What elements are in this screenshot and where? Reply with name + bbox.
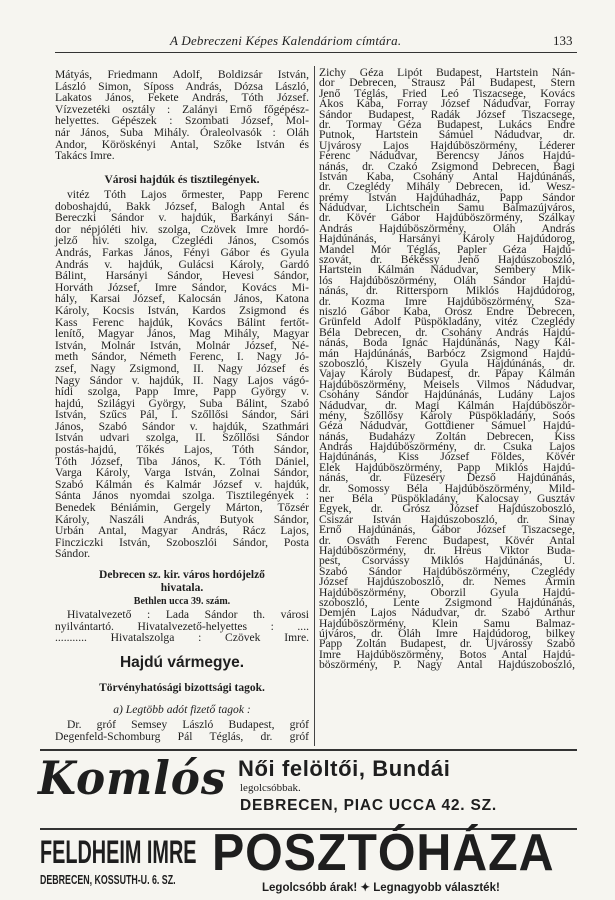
text-line: Ujvárosy Lajos Hajdúböszörmény, Léderer: [319, 138, 575, 152]
section-heading-city-guards: Városi hajdúk és tisztilegények.: [104, 174, 260, 186]
text-line: újváros, dr. Oláh Imre Hajdúdorog, bilkey: [319, 627, 575, 641]
text-line: Tóth József, Tiba János, K. Tóth Dániel,: [55, 454, 309, 468]
text-line: András Hajdúböszörmény, Oláh András: [319, 221, 575, 235]
text-line: Putnok, Hartstein Sámuel Nádudvar, dr.: [319, 128, 575, 142]
text-line: mény, Szőllősy Károly Püspökladány, Soós: [319, 408, 575, 422]
text-line: hajdú, Szilágyi György, Suba Bálint, Szabó: [55, 396, 309, 410]
text-line: hály, Karsai József, Kalocsán János, Katona: [55, 292, 309, 306]
text-line: Nádudvar, dr. Magi Kálmán Hajdúböször-: [319, 398, 575, 412]
text-line: Hajdúböszörmény, Klein Samu Balmaz-: [319, 616, 575, 630]
text-line: Mandel Mór Téglás, Papler Géza Hajdú-: [319, 242, 575, 256]
text-line: nánás, dr. Rittersporn Miklós Hajdúdorog,: [319, 284, 575, 298]
text-line: Ferenc Nádudvar, Berencsy János Hajdú-: [319, 149, 575, 163]
county-title: Hajdú vármegye.: [119, 654, 245, 671]
text-line: Csohány Sándor Hajdúnánás, Ludány Lajos: [319, 388, 575, 402]
text-line: dor népjóléti hiv. szolga, Czövek Imre hordó-: [55, 222, 309, 236]
text-line: Nádudvar, Lichtschein Samu Balmazújváros,: [319, 201, 575, 215]
text-line: Hajdúböszörmény, dr. Hreus Viktor Buda-: [319, 543, 575, 557]
text-line: Hajdúnánás, Kiss József Földes, Kövér: [319, 450, 575, 464]
text-line: Béla Debrecen, dr. Csohány András Hajdú-: [319, 325, 575, 339]
text-line: Bálint, Harsányi Sándor, Hevesi Sándor,: [55, 269, 309, 283]
text-line: postás-hajdú, Tőkés Lajos, Tóth Sándor,: [55, 443, 309, 457]
text-line: nánás, Budaházy Zoltán Debrecen, Kiss: [319, 429, 575, 443]
feldheim-slogan: [262, 881, 500, 895]
paragraph-waterworks: [55, 69, 309, 162]
text-line: nár János, Suba Mihály. Óraleolvasók : Oláh: [55, 125, 309, 139]
text-line: nyilvántartó. Hivatalvezető-helyettes : ....: [55, 619, 309, 633]
text-line: Ákos Kaba, Forray József Nádudvar, Forray: [319, 97, 575, 111]
text-line: Szabó Kálmán és Kalmár József v. hajdúk,: [55, 477, 309, 491]
text-line: vitéz Tóth Lajos őrmester, Papp Ferenc: [67, 188, 309, 201]
text-line: Károly, Kocsis István, Kardos Zsigmond és: [55, 303, 309, 317]
feldheim-address: DEBRECEN, KOSSUTH-U. 6. SZ.: [40, 872, 176, 887]
text-line: István udvari szolga, II. Szőllősi Sándor: [55, 431, 309, 445]
text-line: nánás, Boda Ignác Hajdúnánás, Nagy Kál-: [319, 336, 575, 350]
text-line: Géza Nádudvar, Gottdiener Sámuel Hajdú-: [319, 419, 575, 433]
text-line: András, Farkas János, Fényi Gábor és Gyula: [55, 245, 309, 259]
diamond-separator-icon: ✦: [360, 882, 371, 894]
text-line: hídi szolga, Papp Imre, Papp György v.: [55, 385, 309, 399]
committee-heading: Törvényhatósági bizottsági tagok.: [99, 682, 265, 694]
text-line: Hartstein Kálmán Nádudvar, Sembery Mik-: [319, 263, 575, 277]
text-line: Sándor.: [55, 547, 91, 561]
text-line: László Simon, Síposs András, Dózsa László,: [55, 79, 309, 93]
paragraph-members-continued: [319, 68, 575, 671]
text-line: Varga Károly, Varga István, Zolnai Sándor,: [55, 466, 309, 480]
komlos-logo: Komlós: [38, 751, 227, 805]
text-line: szoboszló, Lente Zsigmond Hajdúnánás,: [319, 595, 575, 609]
text-line: Lakatos János, Fekete András, Tóth József.: [55, 91, 309, 105]
running-header-title: A Debreczeni Képes Kalendáriom címtára.: [170, 33, 402, 48]
text-line: István, Szűcs Pál, I. Szőllősi Sándor, Sári: [55, 408, 309, 422]
text-line: Csiszár István Hajdúszoboszló, dr. Sinay: [319, 512, 575, 526]
komlos-subtext: legolcsóbbak.: [240, 782, 301, 794]
text-line: Andor, Köröskényi Antal, Szőke István és: [55, 137, 309, 151]
feldheim-name: FELDHEIM IMRE: [40, 834, 197, 870]
text-line: Károly, Naszáli András, Butyok Sándor,: [55, 512, 309, 526]
text-line: dor Debrecen, Strausz Pál Budapest, Stern: [319, 76, 575, 90]
text-line: Ernő Hajdúnánás, Gábor József Tiszacsege,: [319, 523, 575, 537]
text-line: dr. Kövér Gábor Hajdúböszörmény, Szálkay: [319, 211, 575, 225]
text-line: Imre Hajdúböszörmény, Botos Antal Hajdú-: [319, 647, 575, 661]
text-line: Hivatalvezető : Lada Sándor th. városi: [67, 608, 309, 621]
text-line: helyettes. Gépészek : Szombati József, Mol-: [55, 114, 309, 128]
text-line: István Kaba, Csohány Antal Hajdúnánás,: [319, 169, 575, 183]
text-line: Dr. gróf Semsey László Budapest, gróf: [67, 718, 309, 731]
office-address: Bethlen ucca 39. szám.: [133, 596, 231, 607]
text-line: Sánta János nyomdai szolga. Tisztilegények :: [55, 489, 309, 503]
komlos-address: DEBRECEN, PIAC UCCA 42. SZ.: [240, 797, 498, 814]
section-heading-office: [55, 569, 309, 595]
text-line: János, Szabó Sándor v. hajdúk, Szathmári: [55, 419, 309, 433]
text-line: Degenfeld-Schomburg Pál Téglás, dr. gróf: [55, 729, 309, 743]
slogan-prices: Legolcsóbb árak!: [262, 882, 358, 894]
text-line: József Hajdúszoboszló, dr. Nemes Ármin: [319, 575, 575, 589]
text-line: dr. Tormay Géza Budapest, Lukács Endre: [319, 117, 575, 131]
header-rule: [55, 52, 577, 53]
text-line: ner Béla Püspökladány, Kalocsay Gusztáv: [319, 492, 575, 506]
text-line: Hajdúnánás, Harsányi Károly Hajdúdorog,: [319, 232, 575, 246]
text-line: jelző hiv. szolga, Czeglédi János, Csomós: [55, 234, 309, 248]
text-line: Vajay Károly Budapest, dr. Pápay Kálmán: [319, 367, 575, 381]
text-line: Takács Imre.: [55, 149, 115, 163]
paragraph-city-guards: [55, 189, 309, 560]
text-line: meth Sándor, Németh Ferenc, I. Nagy Jó-: [55, 350, 309, 364]
text-line: Jenő Téglás, Fried Leó Tiszacsege, Kovács: [319, 86, 575, 100]
text-line: dr. Czeglédy Mihály Debrecen, id. Wesz-: [319, 180, 575, 194]
text-line: Hajdúböszörmény, Oborzil Gyula Hajdú-: [319, 585, 575, 599]
text-line: Sándor Budapest, Radák József Tiszacsege,: [319, 107, 575, 121]
office-heading-line: hivatala.: [160, 582, 204, 594]
text-line: dr. Somossy Béla Hajdúböszörmény, Mild-: [319, 481, 575, 495]
text-line: Mátyás, Friedmann Adolf, Boldizsár István,: [55, 68, 309, 81]
text-line: Bereczki Sándor v. hajdúk, Barkányi Sán-: [55, 211, 309, 225]
text-line: András v. hajdúk, Gulácsi Károly, Gardó: [55, 257, 309, 271]
text-line: Vízvezetéki osztály : Zalányi Ernő főgépész-: [55, 102, 309, 116]
text-line: szoboszló, Kiszely Gyula Hajdúnánás, dr.: [319, 356, 575, 370]
text-line: András Hajdúböszörmény, dr. Csuka Lajos: [319, 440, 575, 454]
text-line: dr. Osváth Ferenc Budapest, Kövér Antal: [319, 533, 575, 547]
feldheim-brand: POSZTÓHÁZA: [212, 824, 555, 882]
text-line: Grünfeld Adolf Püspökladány, vitéz Czeglédy: [319, 315, 575, 329]
page-number: 133: [553, 33, 573, 48]
text-line: Urbán Antal, Magyar András, Rácz Lajos,: [55, 524, 309, 538]
text-line: pest, Csorvássy Miklós Hajdúnánás, U.: [319, 554, 575, 568]
text-line: dr. Kozma Imre Hajdúböszörmény, Sza-: [319, 294, 575, 308]
text-line: nánás, dr. Füzeséry Dezső Hajdúnánás,: [319, 471, 575, 485]
text-line: Fincziczki István, Szoboszlói Sándor, Posta: [55, 535, 309, 549]
text-line: Hajdúböszörmény, Meisels Vilmos Nádudvar,: [319, 377, 575, 391]
text-line: Zichy Géza Lipót Budapest, Hartstein Nán-: [319, 66, 575, 79]
column-divider: [314, 66, 315, 746]
text-line: Demjén Lajos Nádudvar, dr. Szabó Arthur: [319, 606, 575, 620]
text-line: Szabó Sándor Hajdúböszörmény, Czeglédy: [319, 564, 575, 578]
text-line: nánás, dr. Czakó Zsigmond Debrecen, Bagi: [319, 159, 575, 173]
text-line: doboshajdú, Bakk József, Balogh Antal és: [55, 199, 309, 213]
text-line: Kass Ferenc hajdúk, Kovács Bálint fertőt-: [55, 315, 309, 329]
text-line: zsef, Nagy Zsigmond, II. Nagy József és: [55, 361, 309, 375]
text-line: lenítő, Magyar János, Mag Mihály, Magyar: [55, 327, 309, 341]
text-line: böszörmény, P. Nagy Antal Hajdúszoboszló,: [319, 658, 575, 672]
text-line: Nagy Sándor v. hajdúk, II. Nagy Lajos vágó-: [55, 373, 309, 387]
text-line: Horváth József, Imre Sándor, Kovács Mi-: [55, 280, 309, 294]
text-line: lós Hajdúböszörmény, Oláh Sándor Hajdú-: [319, 273, 575, 287]
text-line: Benedek Béniámin, Gergely Márton, Tőzsér: [55, 501, 309, 515]
paragraph-members: [55, 719, 309, 742]
text-line: niszló Gábor Kaba, Orosz Endre Debrecen,: [319, 304, 575, 318]
text-line: ........... Hivatalszolga : Czövek Imre.: [55, 631, 309, 645]
office-heading-line: Debrecen sz. kir. város hordójelző: [99, 569, 265, 581]
text-line: Egyek, dr. Grósz József Hajdúszoboszló,: [319, 502, 575, 516]
text-line: mán Hajdúnánás, Barbócz Zsigmond Hajdú-: [319, 346, 575, 360]
slogan-selection: Legnagyobb választék!: [373, 882, 500, 894]
subsection-label: a) Legtöbb adót fizető tagok :: [113, 703, 251, 716]
text-line: Papp Zoltán Budapest, dr. Ujvárossy Szabó: [319, 637, 575, 651]
paragraph-office: [55, 609, 309, 644]
text-line: szovát, dr. Békéssy Jenő Hajdúszoboszló,: [319, 253, 575, 267]
text-line: prémy István Hajdúhadház, Papp Sándor: [319, 190, 575, 204]
komlos-headline: Női felöltői, Bundái: [238, 756, 451, 781]
text-line: István, Molnár István, Molnár József, Né-: [55, 338, 309, 352]
text-line: Elek Hajdúböszörmény, Papp Miklós Hajdú-: [319, 460, 575, 474]
